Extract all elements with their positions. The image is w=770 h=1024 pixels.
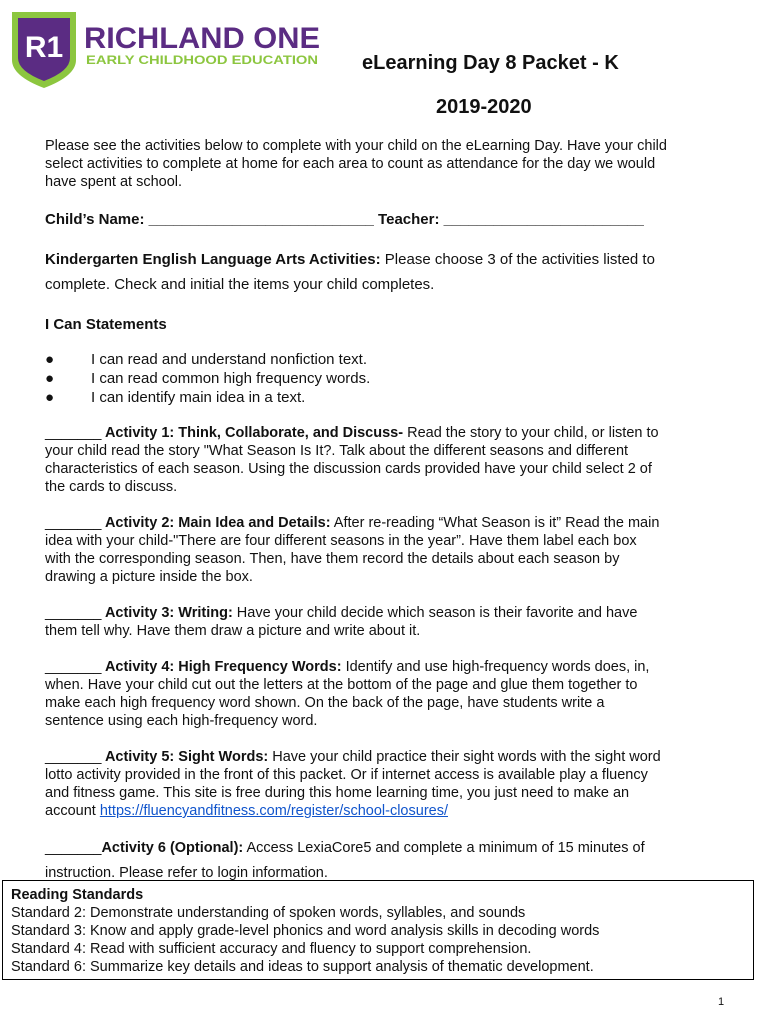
activity-blank: _______	[45, 749, 102, 765]
standard-item: Standard 4: Read with sufficient accuracy and fluency to support comprehension.	[11, 941, 532, 957]
standards-heading: Reading Standards	[11, 887, 144, 903]
activity-2	[45, 514, 665, 586]
activity-text: Have your child practice their sight words with the sight word lotto activity provided in the front of this packet. Or if internet access is available play a fluency and fitness game. This site is free during this home learning time, you just need to make an account	[45, 749, 661, 819]
activity-text: Access LexiaCore5 and complete a minimum of 15 minutes of instruction. Please refer to login information.	[45, 840, 645, 881]
i-can-list	[45, 350, 370, 407]
activity-text: Have your child decide which season is their favorite and have them tell why. Have them draw a picture and write about it.	[45, 605, 638, 639]
activity-blank: _______	[45, 515, 102, 531]
i-can-heading: I Can Statements	[45, 316, 167, 333]
bullet-icon: ●	[45, 351, 55, 368]
activity-3	[45, 604, 665, 640]
activity-text: Identify and use high-frequency words does, in, when. Have your child cut out the letters at the bottom of the page and glue them together to make each high frequency word shown. On the back of the page, have students write a sentence using each high-frequency word.	[45, 659, 650, 729]
list-item: ● I can read and understand nonfiction text.	[45, 351, 368, 368]
activity-6	[45, 836, 665, 886]
standard-item: Standard 2: Demonstrate understanding of spoken words, syllables, and sounds	[11, 905, 526, 921]
list-item: ● I can read common high frequency words.	[45, 370, 371, 387]
name-fields	[45, 211, 644, 229]
logo-tagline: EARLY CHILDHOOD EDUCATION	[86, 55, 318, 67]
activity-1	[45, 424, 665, 496]
activity-title: Activity 5: Sight Words:	[101, 749, 269, 765]
activity-blank: _______	[45, 840, 102, 856]
teacher-field: Teacher: ________________________	[378, 211, 644, 228]
activity-4	[45, 658, 665, 730]
page-number: 1	[718, 996, 725, 1008]
child-name-field: Child’s Name: ___________________________	[45, 211, 374, 228]
activity-text: After re-reading “What Season is it” Read the main idea with your child-"There are four different seasons in the year”. Have them label each box with the corresponding season. Then, have them record the details about each season by drawing a picture inside the box.	[45, 515, 660, 585]
richland-one-logo	[4, 2, 330, 110]
activity-5	[45, 748, 665, 820]
intro-text: Please see the activities below to complete with your child on the eLearning Day. Have your child select activities to complete at home for each area to count as attendance for the day we would have spent at school.	[45, 138, 667, 190]
ela-instructions	[45, 247, 685, 297]
bullet-icon: ●	[45, 389, 55, 406]
activity-blank: _______	[45, 605, 102, 621]
activity-title: Activity 3: Writing:	[101, 605, 233, 621]
ela-heading: Kindergarten English Language Arts Activities:	[45, 251, 381, 268]
activity-blank: _______	[45, 659, 102, 675]
activity-blank: _______	[45, 425, 102, 441]
packet-title: eLearning Day 8 Packet - K	[362, 52, 619, 74]
reading-standards-box	[2, 880, 754, 980]
logo-name: RICHLAND ONE	[84, 22, 320, 55]
ela-text: Please choose 3 of the activities listed to complete. Check and initial the items your child completes.	[45, 251, 655, 293]
activity-text: Read the story to your child, or listen to your child read the story "What Season Is It?. Talk about the different seasons and different characteristics of each season. Using the discussion cards provided have your child select 2 of the cards to discuss.	[45, 425, 659, 495]
standard-item: Standard 6: Summarize key details and ideas to support analysis of thematic development.	[11, 959, 594, 975]
fluency-fitness-link[interactable]: https://fluencyandfitness.com/register/school-closures/	[99, 803, 448, 819]
standard-item: Standard 3: Know and apply grade-level phonics and word analysis skills in decoding words	[11, 923, 600, 939]
activity-title: Activity 6 (Optional):	[101, 840, 244, 856]
bullet-icon: ●	[45, 370, 55, 387]
activity-title: Activity 1: Think, Collaborate, and Discuss-	[101, 425, 404, 441]
logo-mark: R1	[24, 31, 64, 64]
school-year: 2019-2020	[436, 96, 532, 118]
activity-title: Activity 4: High Frequency Words:	[101, 659, 342, 675]
activity-title: Activity 2: Main Idea and Details:	[101, 515, 331, 531]
list-item: ● I can identify main idea in a text.	[45, 389, 306, 406]
